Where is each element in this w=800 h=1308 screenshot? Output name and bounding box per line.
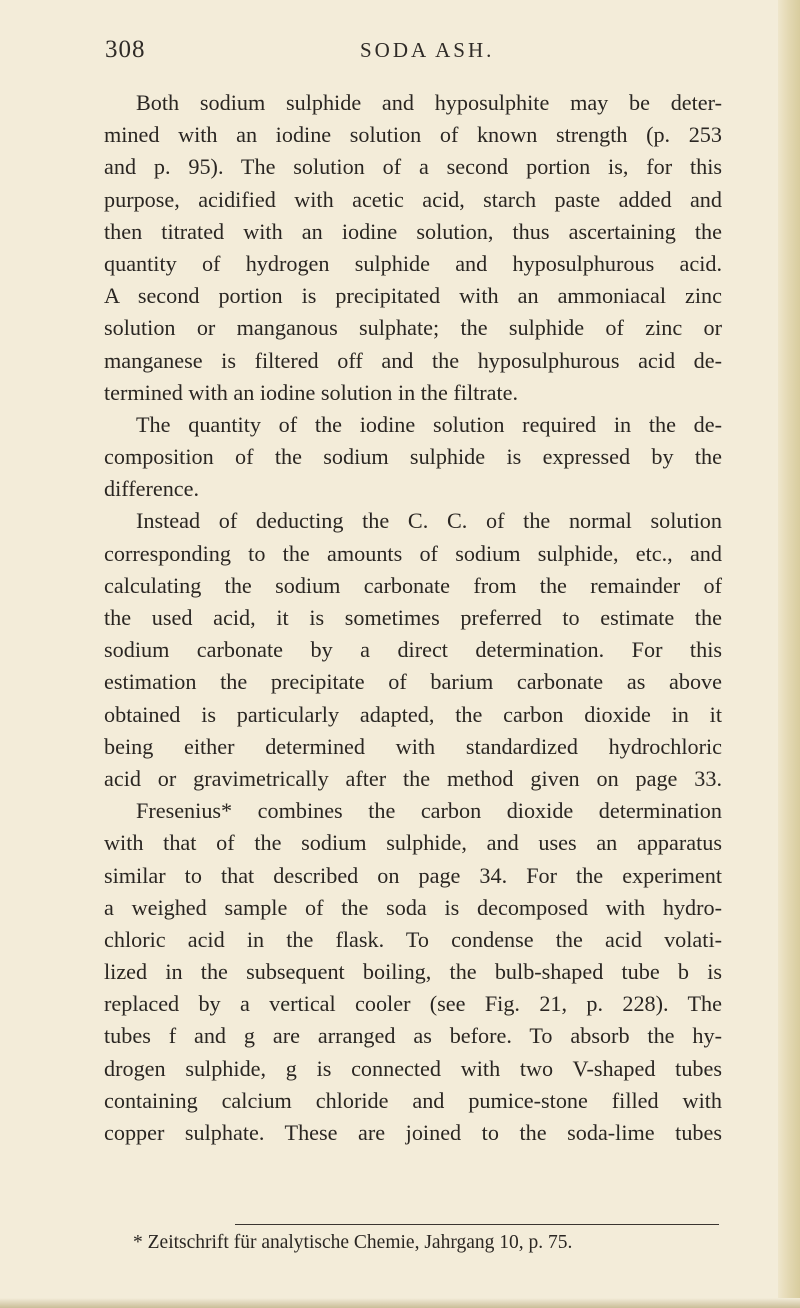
text-line: the used acid, it is sometimes preferred to estimate the: [104, 605, 722, 630]
text-line: quantity of hydrogen sulphide and hyposulphurous acid.: [104, 250, 722, 276]
text-line: mined with an iodine solution of known strength (p. 253: [104, 122, 722, 148]
text-line: termined with an iodine solution in the filtrate.: [104, 379, 519, 405]
text-line: lized in the subsequent boiling, the bulb-shaped tube b is: [104, 959, 722, 985]
text-line: being either determined with standardized hydrochloric: [104, 733, 722, 759]
text-line: The quantity of the iodine solution required in the de-: [136, 411, 722, 437]
body-text: [104, 87, 722, 1149]
text-line: Instead of deducting the C. C. of the normal solution: [136, 508, 722, 534]
footnote: * Zeitschrift für analytische Chemie, Jahrgang 10, p. 75.: [133, 1232, 573, 1253]
text-line: tubes f and g are arranged as before. To absorb the hy-: [104, 1023, 722, 1049]
text-line: manganese is filtered off and the hyposulphurous acid de-: [104, 347, 722, 373]
text-line: calculating the sodium carbonate from the remainder of: [104, 572, 722, 598]
text-line: replaced by a vertical cooler (see Fig. 21, p. 228). The: [104, 991, 722, 1017]
text-line: composition of the sodium sulphide is expressed by the: [104, 444, 722, 470]
text-line: A second portion is precipitated with an ammoniacal zinc: [104, 283, 722, 309]
text-line: chloric acid in the flask. To condense the acid volati-: [104, 926, 722, 952]
running-head: SODA ASH.: [360, 38, 495, 62]
text-line: containing calcium chloride and pumice-stone filled with: [104, 1087, 722, 1113]
text-line: then titrated with an iodine solution, thus ascertaining the: [104, 218, 722, 244]
text-line: difference.: [104, 476, 200, 502]
text-line: Fresenius* combines the carbon dioxide determination: [136, 798, 722, 824]
page-bottom-edge: [0, 1298, 800, 1308]
text-line: similar to that described on page 34. For the experiment: [104, 862, 722, 888]
text-line: solution or manganous sulphate; the sulphide of zinc or: [104, 315, 722, 341]
text-line: estimation the precipitate of barium carbonate as above: [104, 669, 722, 695]
text-line: copper sulphate. These are joined to the soda-lime tubes: [104, 1120, 722, 1145]
text-line: sodium carbonate by a direct determination. For this: [104, 637, 722, 663]
text-line: obtained is particularly adapted, the carbon dioxide in it: [104, 701, 722, 727]
page-number: 308: [105, 36, 146, 63]
text-line: a weighed sample of the soda is decomposed with hydro-: [104, 894, 722, 920]
text-line: drogen sulphide, g is connected with two V-shaped tubes: [104, 1055, 722, 1081]
page-header: [105, 36, 725, 66]
footnote-divider: [235, 1224, 719, 1225]
text-line: Both sodium sulphide and hyposulphite may be deter-: [136, 90, 722, 115]
text-line: and p. 95). The solution of a second portion is, for this: [104, 154, 722, 180]
text-line: purpose, acidified with acetic acid, starch paste added and: [104, 186, 722, 212]
text-line: with that of the sodium sulphide, and uses an apparatus: [104, 830, 722, 856]
page-edge-shadow: [778, 0, 800, 1308]
text-line: acid or gravimetrically after the method given on page 33.: [104, 765, 722, 791]
text-line: corresponding to the amounts of sodium sulphide, etc., and: [104, 540, 722, 566]
